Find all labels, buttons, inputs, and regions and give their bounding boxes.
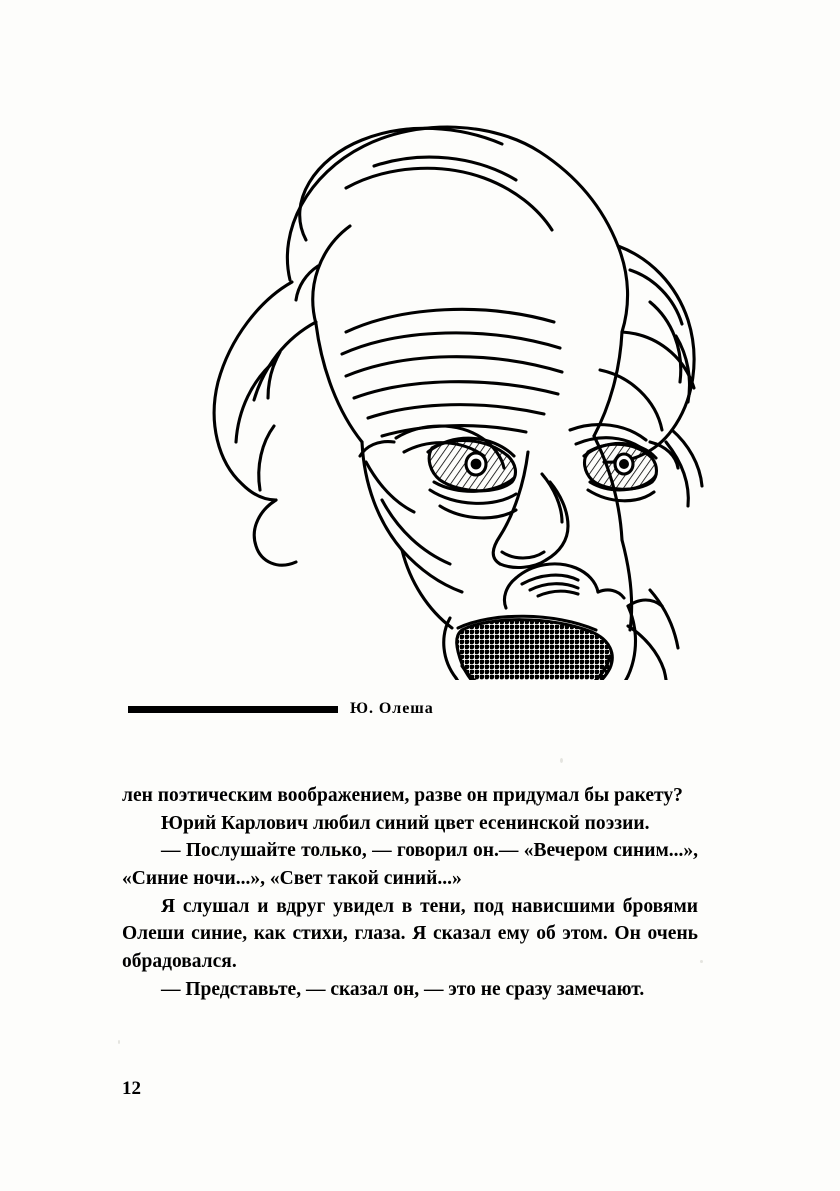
illustration-caption — [128, 700, 708, 718]
portrait-caricature-yuri-olesha — [110, 70, 710, 680]
paragraph: — Представьте, — сказал он, — это не сразу замечают. — [161, 978, 645, 1000]
caption-text: Ю. Олеша — [350, 700, 434, 717]
page-number: 12 — [122, 1078, 141, 1099]
paragraph: Я слушал и вдруг увидел в тени, под нависшими бровями Олеши синие, как стихи, глаза. Я сказал ему об этом. Он очень обрадовался. — [122, 895, 698, 973]
paragraph: Юрий Карлович любил синий цвет есенинской поэзии. — [161, 812, 650, 834]
caption-rule — [128, 706, 338, 713]
paragraph: лен поэтическим воображением, разве он придумал бы ракету? — [122, 785, 683, 806]
scan-speckle — [560, 758, 563, 763]
scan-speckle — [118, 1040, 120, 1044]
paragraph: — Послушайте только, — говорил он.— «Вечером синим...», «Синие ночи...», «Свет такой синий...» — [122, 840, 698, 890]
body-text — [122, 782, 698, 1004]
scan-speckle — [700, 960, 703, 963]
